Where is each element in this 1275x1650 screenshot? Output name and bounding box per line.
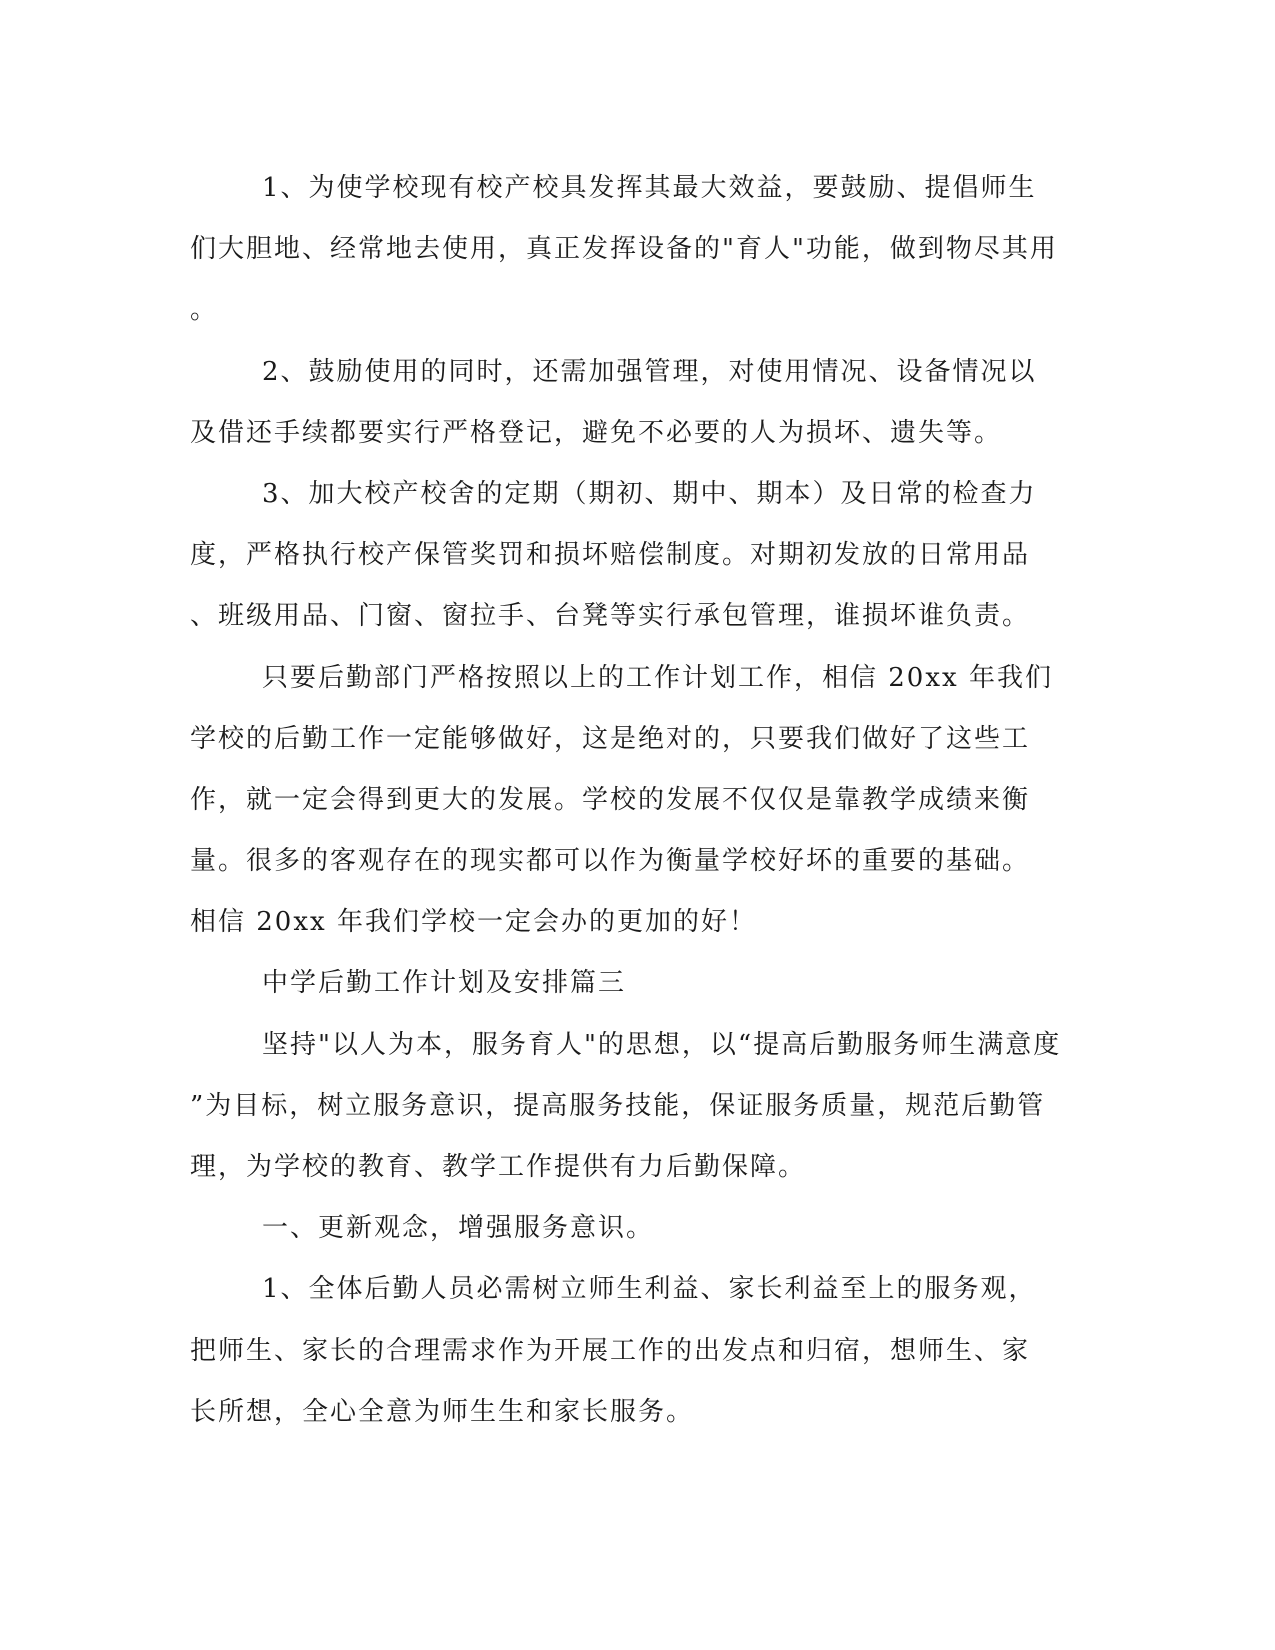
text-line: 坚持"以人为本，服务育人"的思想，以“提高后勤服务师生满意度	[262, 1029, 1062, 1060]
text-line: ”为目标，树立服务意识，提高服务技能，保证服务质量，规范后勤管	[190, 1090, 1046, 1121]
text-line: 相信 20xx 年我们学校一定会办的更加的好！	[190, 907, 757, 938]
text-line: 3、加大校产校舍的定期（期初、期中、期本）及日常的检查力	[262, 478, 1037, 509]
text-line: 只要后勤部门严格按照以上的工作计划工作，相信 20xx 年我们	[262, 662, 1053, 693]
text-line: 1、全体后勤人员必需树立师生利益、家长利益至上的服务观，	[262, 1274, 1037, 1305]
text-line: 学校的后勤工作一定能够做好，这是绝对的，只要我们做好了这些工	[190, 723, 1031, 754]
text-line: 作，就一定会得到更大的发展。学校的发展不仅仅是靠教学成绩来衡	[190, 784, 1031, 815]
text-line: 1、为使学校现有校产校具发挥其最大效益，要鼓励、提倡师生	[262, 173, 1037, 203]
section-heading: 中学后勤工作计划及安排篇三	[262, 968, 627, 999]
text-line: 。	[190, 295, 219, 326]
text-line: 长所想，全心全意为师生生和家长服务。	[190, 1396, 695, 1427]
subsection-heading: 一、更新观念，增强服务意识。	[262, 1213, 655, 1244]
text-line: 量。很多的客观存在的现实都可以作为衡量学校好坏的重要的基础。	[190, 846, 1031, 877]
text-line: 们大胆地、经常地去使用，真正发挥设备的"育人"功能，做到物尽其用	[190, 234, 1058, 265]
text-line: 把师生、家长的合理需求作为开展工作的出发点和归宿，想师生、家	[190, 1335, 1031, 1366]
text-line: 理，为学校的教育、教学工作提供有力后勤保障。	[190, 1152, 807, 1182]
text-line: 及借还手续都要实行严格登记，避免不必要的人为损坏、遗失等。	[190, 417, 1003, 448]
text-line: 、班级用品、门窗、窗拉手、台凳等实行承包管理，谁损坏谁负责。	[190, 601, 1031, 632]
text-line: 度，严格执行校产保管奖罚和损坏赔偿制度。对期初发放的日常用品	[190, 540, 1031, 571]
text-line: 2、鼓励使用的同时，还需加强管理，对使用情况、设备情况以	[262, 356, 1037, 387]
document-body	[190, 158, 1085, 1443]
